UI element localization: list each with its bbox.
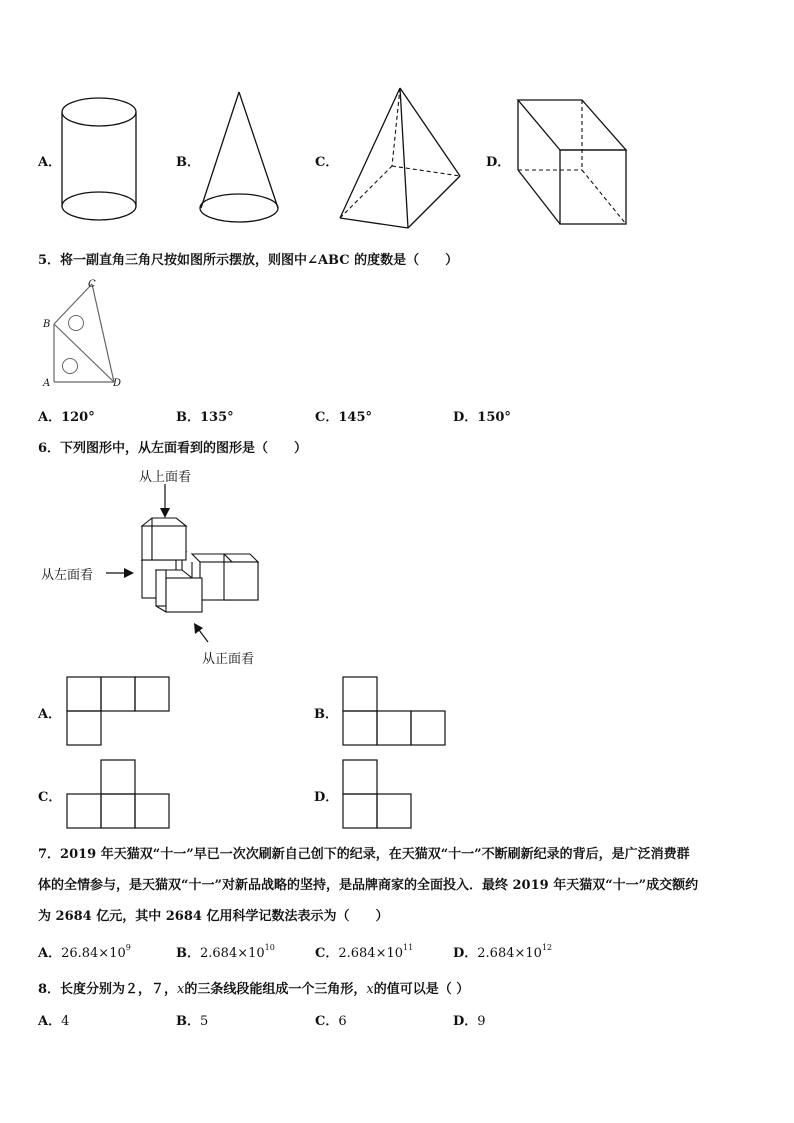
- point-a-label: A: [43, 378, 51, 389]
- q6-option-d-view: [342, 759, 412, 829]
- cone-figure: [196, 90, 286, 226]
- view-from-front-label: 从正面看: [202, 652, 255, 667]
- q4-option-a-label: A．: [38, 155, 62, 170]
- point-c-label: C: [88, 279, 96, 290]
- cube-stack-figure: [140, 518, 264, 614]
- pyramid-figure: [336, 86, 466, 234]
- q6-option-d-label: D．: [314, 790, 339, 805]
- q8-option-b: B．5: [176, 1014, 209, 1029]
- point-d-label: D: [113, 378, 122, 389]
- q6-option-c-label: C．: [38, 790, 62, 805]
- q5-option-a: A．120°: [38, 410, 95, 425]
- q6-option-a-label: A．: [38, 707, 62, 722]
- q6-option-a-view: [66, 676, 170, 746]
- q7-option-c: C．$2.684\times 10^{11}$: [315, 943, 414, 961]
- q7-option-d: D．$2.684\times 10^{12}$: [453, 943, 553, 961]
- q7-line-3: 为 2684 亿元，其中 2684 亿用科学记数法表示为（ ）: [38, 909, 389, 924]
- q7-line-2: 体的全情参与，是天猫双“十一”对新品战略的坚持，是品牌商家的全面投入．最终 2019 年天猫双“十一”成交额约: [38, 878, 699, 893]
- set-square-figure: [40, 278, 126, 390]
- q7-line-1: 7．2019 年天猫双“十一”早已一次次刷新自己创下的纪录，在天猫双“十一”不断刷新纪录的背后，是广泛消费群: [38, 847, 690, 862]
- q4-option-b-label: B．: [176, 155, 200, 170]
- view-from-left-label: 从左面看: [41, 568, 94, 583]
- q5-question-text: 5．将一副直角三角尺按如图所示摆放，则图中∠ABC 的度数是（ ）: [38, 253, 459, 268]
- q4-option-d-label: D．: [486, 155, 511, 170]
- q8-option-c: C．6: [315, 1014, 347, 1029]
- q8-question-text: 8．长度分别为２，７，x的三条线段能组成一个三角形，x的值可以是（ ）: [38, 982, 470, 997]
- q5-option-c: C．145°: [315, 410, 372, 425]
- q6-option-b-label: B．: [314, 707, 338, 722]
- view-from-top-label: 从上面看: [139, 470, 192, 485]
- q6-question-text: 6．下列图形中，从左面看到的图形是（ ）: [38, 441, 308, 456]
- q4-option-c-label: C．: [315, 155, 339, 170]
- q6-option-c-view: [66, 759, 170, 829]
- q7-option-a: A．$26.84\times 10^9$: [38, 943, 131, 961]
- q7-option-b: B．$2.684\times 10^{10}$: [176, 943, 275, 961]
- point-b-label: B: [43, 319, 51, 330]
- q8-option-a: A．4: [38, 1014, 70, 1029]
- q5-option-b: B．135°: [176, 410, 234, 425]
- arrow-right-icon: [106, 567, 136, 579]
- arrow-down-icon: [159, 484, 171, 520]
- q5-option-d: D．150°: [453, 410, 511, 425]
- q6-option-b-view: [342, 676, 446, 746]
- arrow-up-left-icon: [192, 622, 212, 644]
- cylinder-figure: [58, 96, 142, 226]
- q8-option-d: D．9: [453, 1014, 486, 1029]
- prism-figure: [512, 96, 632, 230]
